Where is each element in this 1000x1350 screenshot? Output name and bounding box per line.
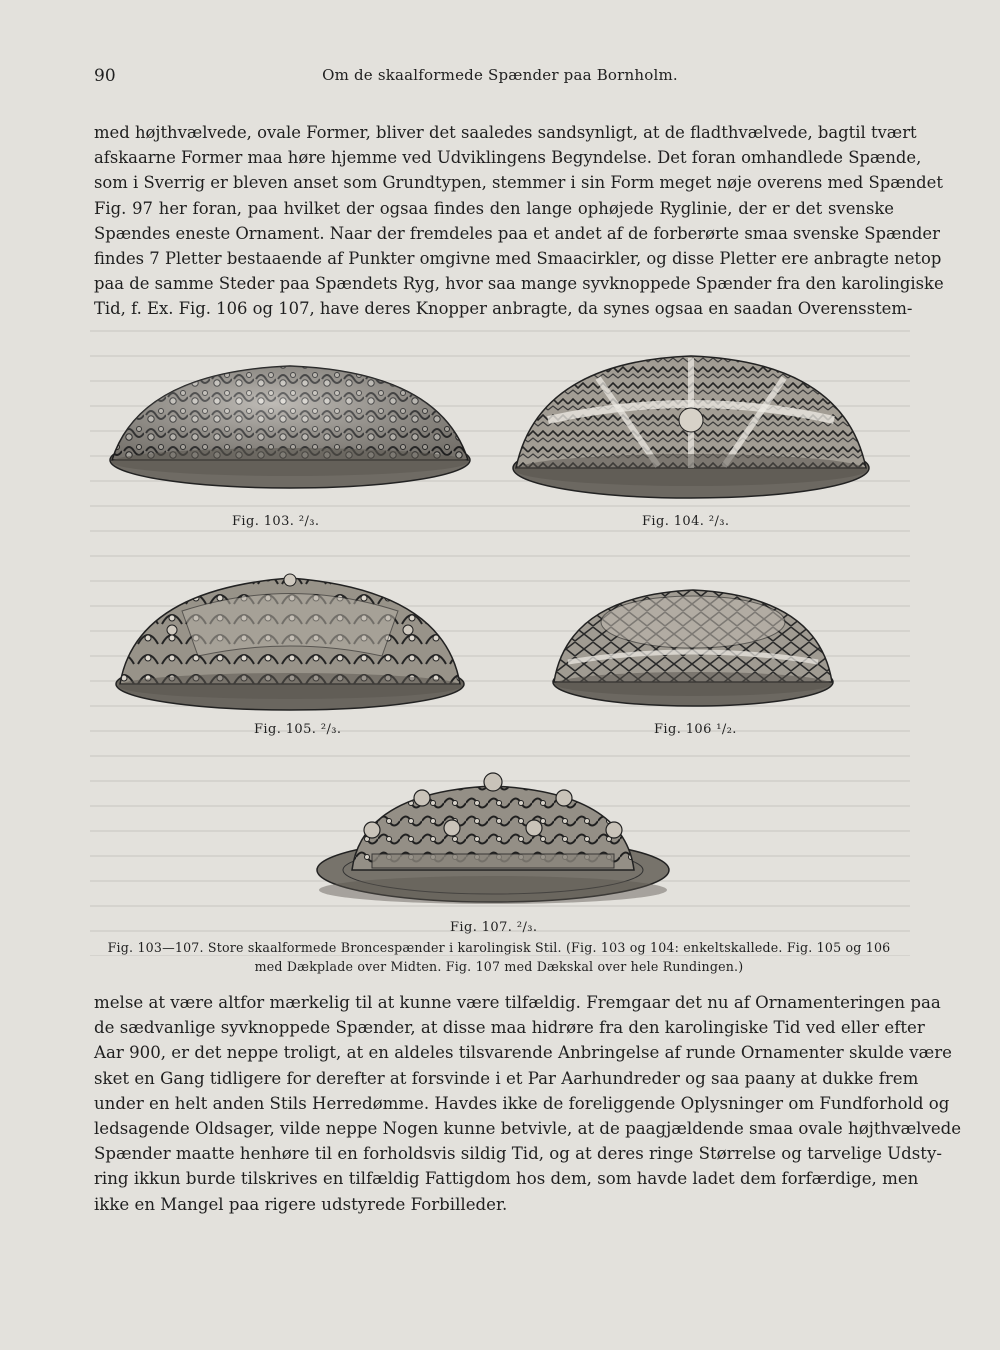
text-line: Fig. 97 her foran, paa hvilket der ogsaa findes den lange ophøjede Ryglinie, der er det svenske xyxy=(94,198,894,218)
brooch-fig-104 xyxy=(508,348,874,508)
text-line: Tid, f. Ex. Fig. 106 og 107, have deres Knopper anbragte, da synes ogsaa en saadan Overensstem- xyxy=(94,299,913,319)
figure-caption xyxy=(94,938,904,976)
text-line: med højthvælvede, ovale Former, bliver det saaledes sandsynligt, at de fladthvælvede, bagtil tvært xyxy=(94,123,917,142)
text-line: findes 7 Pletter bestaaende af Punkter omgivne med Smaacirkler, og disse Pletter ere anbragte netop xyxy=(94,249,942,269)
figure-label-107: Fig. 107. ²/₃. xyxy=(450,920,538,935)
brooch-fig-103 xyxy=(100,352,480,502)
text-line: paa de samme Steder paa Spændets Ryg, hvor saa mange syvknoppede Spænder fra den karolingiske xyxy=(94,274,944,294)
page-number: 90 xyxy=(94,66,116,86)
brooch-fig-105 xyxy=(112,566,468,716)
figure-label-103: Fig. 103. ²/₃. xyxy=(232,514,320,529)
text-line: som i Sverrig er bleven anset som Grundtypen, stemmer i sin Form meget nøje overens med Spændet xyxy=(94,173,943,193)
text-line: sket en Gang tidligere for derefter at forsvinde i et Par Aarhundreder og saa paany at dukke frem xyxy=(94,1068,919,1088)
figure-label-105: Fig. 105. ²/₃. xyxy=(254,722,342,737)
text-line: under en helt anden Stils Herredømme. Havdes ikke de foreliggende Oplysninger om Fundforhold og xyxy=(94,1093,950,1113)
text-line: Spænder maatte henhøre til en forholdsvis sildig Tid, og at deres ringe Størrelse og tarvelige Udsty- xyxy=(94,1144,942,1164)
text-line: ikke en Mangel paa rigere udstyrede Forbilleder. xyxy=(94,1194,508,1214)
text-line: Spændes eneste Ornament. Naar der fremdeles paa et andet af de forberørte smaa svenske Spænder xyxy=(94,223,940,243)
brooch-fig-107 xyxy=(312,758,674,918)
body-paragraph-top xyxy=(94,120,944,322)
text-line: de sædvanlige syvknoppede Spænder, at disse maa hidrøre fra den karolingiske Tid ved eller efter xyxy=(94,1018,925,1038)
body-paragraph-bottom xyxy=(94,990,962,1217)
brooch-fig-106 xyxy=(548,582,838,712)
text-line: Aar 900, er det neppe troligt, at en aldeles tilsvarende Anbringelse af runde Ornamenter skulde være xyxy=(94,1043,952,1063)
caption-line: med Dækplade over Midten. Fig. 107 med Dækskal over hele Rundingen.) xyxy=(254,959,744,974)
text-line: ledsagende Oldsager, vilde neppe Nogen kunne betvivle, at de paagjældende smaa ovale højthvælvede xyxy=(94,1119,962,1139)
text-line: ring ikkun burde tilskrives en tilfældig Fattigdom hos dem, som havde ladet dem forfærdige, men xyxy=(94,1169,919,1189)
running-title: Om de skaalformede Spænder paa Bornholm. xyxy=(322,66,678,84)
text-line: afskaarne Former maa høre hjemme ved Udviklingens Begyndelse. Det foran omhandlede Spænde, xyxy=(94,148,922,168)
caption-line: Fig. 103—107. Store skaalformede Broncespænder i karolingisk Stil. (Fig. 103 og 104: enkeltskallede. Fig. 105 og 106 xyxy=(107,940,891,955)
figure-label-104: Fig. 104. ²/₃. xyxy=(642,514,730,529)
figure-label-106: Fig. 106 ¹/₂. xyxy=(654,722,737,737)
text-line: melse at være altfor mærkelig til at kunne være tilfældig. Fremgaar det nu af Ornamenteringen paa xyxy=(94,993,941,1012)
